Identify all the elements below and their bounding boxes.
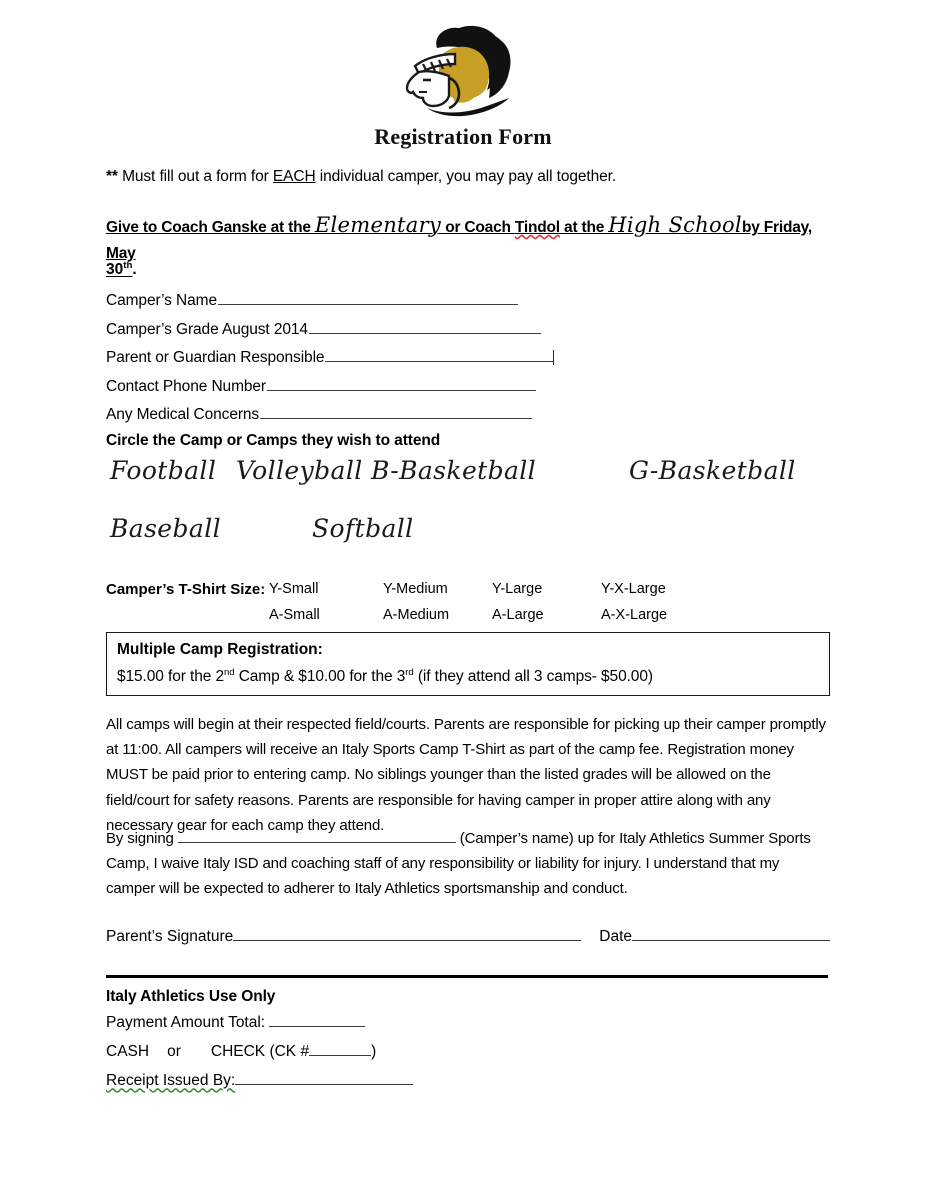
waiver-paragraph <box>106 826 828 902</box>
instruction-script-high-school: High School <box>608 213 742 237</box>
form-field-label: Parent or Guardian Responsible <box>106 349 325 367</box>
third-camp-amount: $10.00 <box>298 668 346 686</box>
payment-total-label: Payment Amount Total: <box>106 1014 270 1032</box>
form-field-row <box>106 378 828 396</box>
parent-signature-label: Parent’s Signature <box>106 928 234 946</box>
form-field-blank[interactable] <box>309 321 541 334</box>
camp-option-volleyball[interactable]: Volleyball <box>236 456 363 485</box>
office-use-group <box>106 1014 828 1101</box>
tshirt-size-option-y-large[interactable]: Y-Large <box>492 581 543 597</box>
tshirt-size-option-a-large[interactable]: A-Large <box>492 607 544 623</box>
third-ordinal: rd <box>405 667 414 678</box>
payment-method-row <box>106 1043 828 1061</box>
camp-option-football[interactable]: Football <box>110 456 217 485</box>
form-field-row <box>106 321 828 339</box>
notice-after: individual camper, you may pay all together. <box>315 168 617 185</box>
form-field-row <box>106 406 828 424</box>
signature-row <box>106 928 828 946</box>
date-label: Date <box>599 928 632 946</box>
tshirt-size-row <box>106 581 828 607</box>
camper-fields-group <box>106 292 828 435</box>
camp-row <box>106 514 828 572</box>
multiple-camp-pricing <box>117 667 829 686</box>
camp-option-g-basketball[interactable]: G-Basketball <box>629 456 796 485</box>
tshirt-size-option-a-x-large[interactable]: A-X-Large <box>601 607 668 623</box>
tshirt-size-option-y-medium[interactable]: Y-Medium <box>383 581 448 597</box>
second-ordinal: nd <box>224 667 235 678</box>
cash-option[interactable]: CASH <box>106 1043 150 1061</box>
check-option[interactable]: CHECK (CK # <box>210 1043 310 1061</box>
instruction-part1: Give to Coach Ganske at the <box>106 219 315 236</box>
tshirt-size-option-y-x-large[interactable]: Y-X-Large <box>601 581 666 597</box>
payment-total-blank[interactable] <box>269 1014 365 1027</box>
form-field-blank[interactable] <box>260 406 532 419</box>
tshirt-size-row <box>106 607 828 633</box>
waiver-tail: (Camper’s name) up for Italy Athletics Summer Sports Camp, I waive Italy ISD and coaching staff of any responsibility or liability for injury. I understand that my camper will be expected to adherer to Italy Athletics sportsmanship and conduct. <box>106 830 811 898</box>
form-field-row <box>106 349 828 367</box>
pricing-text-d: (if they attend all 3 camps- $50.00) <box>413 668 653 686</box>
waiver-lead: By signing <box>106 830 178 847</box>
deadline-day <box>106 260 828 279</box>
pricing-text-c: for the 3 <box>345 668 406 686</box>
check-close-paren: ) <box>371 1043 377 1061</box>
deadline-day-number <box>106 261 132 278</box>
tshirt-size-label: Camper’s T-Shirt Size: <box>106 581 266 598</box>
instruction-script-elementary: Elementary <box>314 213 442 237</box>
office-use-heading: Italy Athletics Use Only <box>106 988 276 1005</box>
deadline-period: . <box>132 261 137 279</box>
or-separator: or <box>167 1043 181 1061</box>
date-blank[interactable] <box>632 928 830 941</box>
form-field-end-cap <box>553 350 554 365</box>
receipt-issued-row <box>106 1072 828 1090</box>
form-field-blank[interactable] <box>218 292 518 305</box>
parent-signature-blank[interactable] <box>233 928 581 941</box>
form-field-row <box>106 292 828 310</box>
form-field-label: Contact Phone Number <box>106 377 266 395</box>
delivery-instruction <box>106 212 828 267</box>
form-field-blank[interactable] <box>325 349 553 362</box>
section-divider <box>106 975 828 978</box>
receipt-issued-label: Receipt Issued By: <box>106 1072 236 1090</box>
form-field-label: Camper’s Name <box>106 292 217 310</box>
tshirt-size-option-y-small[interactable]: Y-Small <box>269 581 319 597</box>
payment-total-row <box>106 1014 828 1032</box>
camp-option-b-basketball[interactable]: B-Basketball <box>371 456 537 485</box>
instruction-part4: by Friday, May <box>106 219 813 262</box>
tshirt-size-option-a-small[interactable]: A-Small <box>269 607 320 623</box>
form-field-label: Any Medical Concerns <box>106 406 260 424</box>
camp-options-group <box>106 456 828 572</box>
second-camp-amount: $15.00 <box>117 668 164 686</box>
form-field-blank[interactable] <box>267 378 536 391</box>
instruction-coach-name: Tindol <box>514 219 560 236</box>
notice-emphasis: EACH <box>272 168 316 185</box>
deadline-number-text: 30 <box>106 261 124 279</box>
pricing-text-b: Camp & <box>234 668 299 686</box>
receipt-issued-blank[interactable] <box>235 1072 413 1085</box>
trojan-head-logo-icon <box>393 22 533 122</box>
camp-option-baseball[interactable]: Baseball <box>110 514 222 543</box>
page-title: Registration Form <box>374 124 552 149</box>
multiple-camp-title: Multiple Camp Registration: <box>117 641 323 658</box>
check-number-blank[interactable] <box>309 1043 371 1056</box>
notice-line <box>106 168 828 186</box>
tshirt-size-group <box>106 581 828 633</box>
instruction-part3: at the <box>559 219 609 236</box>
pricing-text-a: for the 2 <box>163 668 224 686</box>
waiver-name-blank[interactable] <box>178 830 456 843</box>
logo-container <box>0 22 926 127</box>
circle-camps-heading: Circle the Camp or Camps they wish to attend <box>106 432 441 449</box>
camp-rules-paragraph: All camps will begin at their respected field/courts. Parents are responsible for picking up their camper promptly at 11:00. All campers will receive an Italy Sports Camp T-Shirt as part of the camp fee. Registration money MUST be paid prior to entering camp. No siblings younger than the listed grades will be allowed on the field/court for safety reasons. Parents are responsible for having camper in proper attire along with any necessary gear for each camp they attend. <box>106 716 826 834</box>
instruction-part2: or <box>441 219 465 236</box>
multiple-camp-registration-box <box>106 632 830 696</box>
instruction-coach-label: Coach <box>464 219 515 236</box>
notice-before: Must fill out a form for <box>122 168 273 185</box>
camp-option-softball[interactable]: Softball <box>312 514 414 543</box>
camp-row <box>106 456 828 514</box>
notice-stars: ** <box>106 168 123 185</box>
deadline-ordinal-suffix: th <box>123 260 133 271</box>
tshirt-size-option-a-medium[interactable]: A-Medium <box>383 607 450 623</box>
form-field-label: Camper’s Grade August 2014 <box>106 320 308 338</box>
